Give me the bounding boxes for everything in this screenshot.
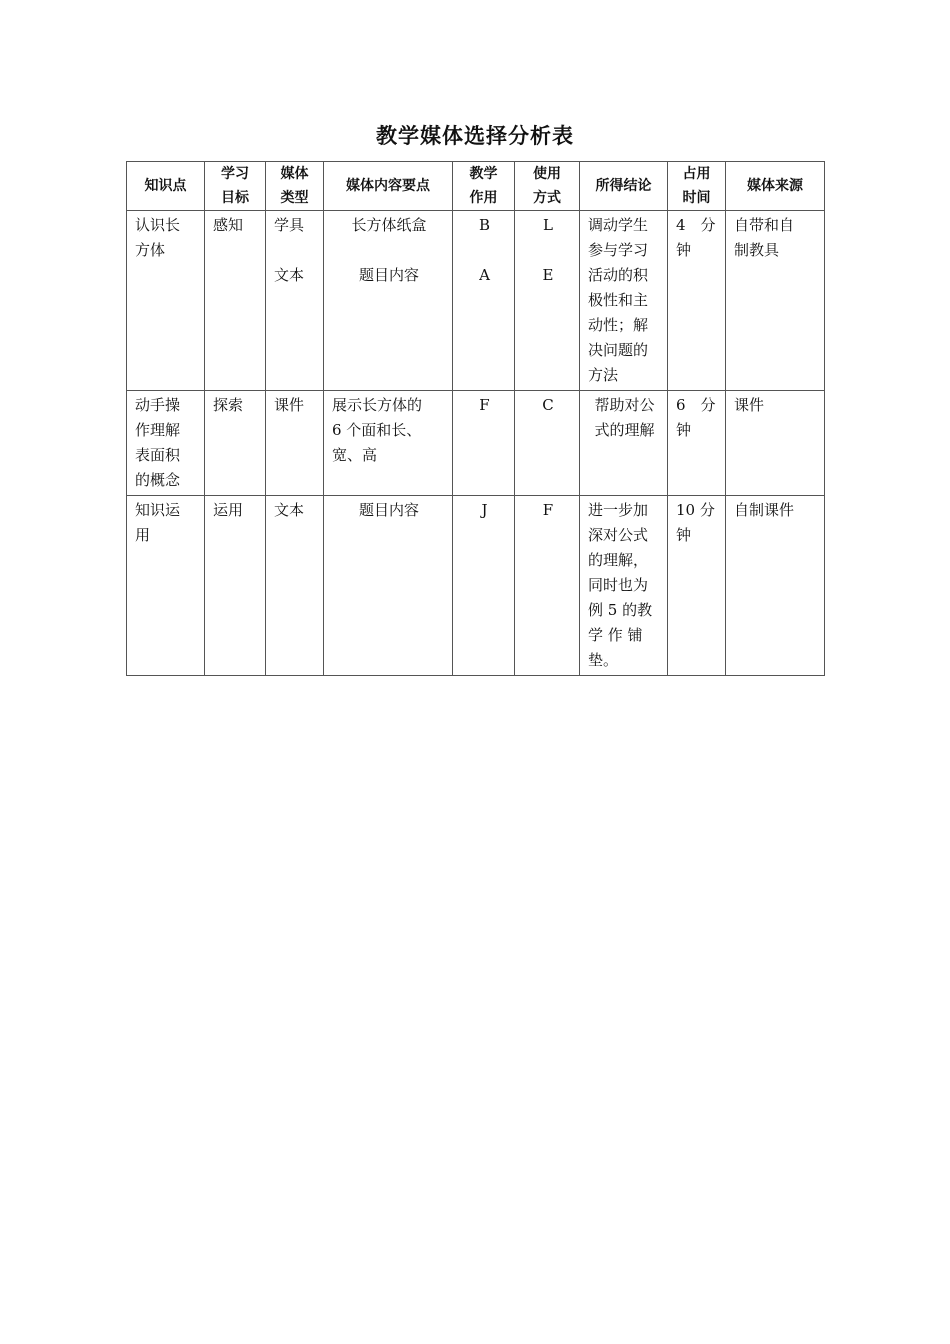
cell-text: L bbox=[543, 216, 553, 234]
cell-text: 宽、高 bbox=[332, 446, 378, 464]
cell-text: 题目内容 bbox=[358, 501, 419, 519]
cell-text: 课件 bbox=[274, 396, 305, 414]
cell-text: 学具 bbox=[274, 216, 305, 234]
cell-text: 动手操 bbox=[135, 396, 181, 414]
header-text: 教学 bbox=[469, 166, 498, 182]
cell-text: 自制课件 bbox=[734, 501, 795, 519]
header-text: 时间 bbox=[682, 190, 711, 206]
cell-text: E bbox=[542, 266, 554, 284]
cell-content bbox=[324, 211, 453, 391]
header-text: 占用 bbox=[682, 166, 711, 182]
cell-source bbox=[726, 496, 825, 676]
cell-source bbox=[726, 391, 825, 496]
cell-text: 方体 bbox=[135, 241, 166, 259]
cell-text: 6 个面和长、 bbox=[332, 421, 422, 439]
cell-text: 同时也为 bbox=[588, 576, 649, 594]
cell-text: 例 5 的教 bbox=[588, 601, 653, 619]
cell-conclusion bbox=[580, 211, 668, 391]
header-row bbox=[127, 162, 825, 211]
cell-knowledge bbox=[127, 496, 205, 676]
cell-text: 4 分 bbox=[676, 216, 716, 234]
header-text: 目标 bbox=[221, 190, 249, 206]
table-row bbox=[127, 391, 825, 496]
cell-text: 文本 bbox=[274, 501, 305, 519]
cell-text: 学 作 铺 bbox=[588, 626, 643, 644]
header-text: 媒体来源 bbox=[747, 178, 803, 194]
cell-text: 深对公式 bbox=[588, 526, 649, 544]
header-text: 所得结论 bbox=[595, 178, 652, 194]
cell-media-type bbox=[266, 496, 324, 676]
cell-text: 知识运 bbox=[135, 501, 181, 519]
cell-media-type bbox=[266, 211, 324, 391]
cell-text: 10 分 bbox=[676, 501, 715, 519]
cell-text: 垫。 bbox=[588, 651, 619, 669]
cell-text: 钟 bbox=[676, 421, 692, 439]
header-text: 作用 bbox=[469, 190, 498, 206]
cell-text: 课件 bbox=[734, 396, 765, 414]
header-text: 使用 bbox=[533, 166, 561, 182]
cell-content bbox=[324, 391, 453, 496]
cell-usage bbox=[515, 496, 580, 676]
header-text: 学习 bbox=[221, 166, 249, 182]
cell-time bbox=[668, 211, 726, 391]
cell-text: B bbox=[478, 216, 491, 234]
header-conclusion bbox=[580, 162, 668, 211]
cell-text: 制教具 bbox=[734, 241, 780, 259]
cell-goal bbox=[205, 211, 266, 391]
header-text: 媒体内容要点 bbox=[346, 178, 430, 194]
table-row bbox=[127, 496, 825, 676]
cell-text: 6 分 bbox=[676, 396, 716, 414]
cell-usage bbox=[515, 391, 580, 496]
cell-text: 展示长方体的 bbox=[332, 396, 423, 414]
cell-text: 进一步加 bbox=[588, 501, 649, 519]
cell-text: 式的理解 bbox=[594, 421, 655, 439]
cell-media-type bbox=[266, 391, 324, 496]
header-media-type bbox=[266, 162, 324, 211]
cell-text: 感知 bbox=[213, 216, 244, 234]
cell-conclusion bbox=[580, 496, 668, 676]
cell-text: 运用 bbox=[213, 501, 244, 519]
cell-text: 方法 bbox=[588, 366, 619, 384]
header-time bbox=[668, 162, 726, 211]
header-media-source bbox=[726, 162, 825, 211]
cell-text: 作理解 bbox=[135, 421, 181, 439]
cell-text: 题目内容 bbox=[358, 266, 419, 284]
spacer bbox=[332, 238, 446, 263]
cell-role bbox=[453, 211, 515, 391]
header-text: 方式 bbox=[533, 190, 561, 206]
cell-text: 钟 bbox=[676, 526, 692, 544]
header-usage-method bbox=[515, 162, 580, 211]
header-text: 类型 bbox=[280, 190, 309, 206]
cell-conclusion bbox=[580, 391, 668, 496]
cell-text: 参与学习 bbox=[588, 241, 649, 259]
cell-content bbox=[324, 496, 453, 676]
header-text: 知识点 bbox=[144, 178, 187, 194]
cell-knowledge bbox=[127, 391, 205, 496]
cell-text: 帮助对公 bbox=[594, 396, 655, 414]
spacer bbox=[461, 238, 508, 263]
header-text: 媒体 bbox=[280, 166, 309, 182]
cell-text: 极性和主 bbox=[588, 291, 649, 309]
spacer bbox=[523, 238, 573, 263]
header-teaching-role bbox=[453, 162, 515, 211]
cell-text: 动性；解 bbox=[588, 316, 649, 334]
cell-text: 活动的积 bbox=[588, 266, 649, 284]
cell-text: J bbox=[481, 501, 488, 519]
cell-text: 认识长 bbox=[135, 216, 181, 234]
cell-text: 自带和自 bbox=[734, 216, 795, 234]
table-row bbox=[127, 211, 825, 391]
cell-source bbox=[726, 211, 825, 391]
cell-role bbox=[453, 496, 515, 676]
cell-text: 表面积 bbox=[135, 446, 181, 464]
cell-text: 调动学生 bbox=[588, 216, 649, 234]
cell-goal bbox=[205, 496, 266, 676]
cell-text: 决问题的 bbox=[588, 341, 649, 359]
cell-text: A bbox=[479, 266, 490, 284]
cell-usage bbox=[515, 211, 580, 391]
cell-text: F bbox=[542, 501, 554, 519]
cell-text: 的理解， bbox=[588, 551, 649, 569]
header-learning-goal bbox=[205, 162, 266, 211]
cell-text: C bbox=[542, 396, 554, 414]
header-knowledge-point bbox=[127, 162, 205, 211]
cell-text: 的概念 bbox=[135, 471, 181, 489]
cell-text: 用 bbox=[135, 526, 151, 544]
cell-time bbox=[668, 496, 726, 676]
cell-text: 长方体纸盒 bbox=[351, 216, 427, 234]
document-title: 教学媒体选择分析表 bbox=[376, 123, 574, 148]
cell-text: 文本 bbox=[274, 266, 305, 284]
cell-time bbox=[668, 391, 726, 496]
cell-text: 钟 bbox=[676, 241, 692, 259]
media-selection-table bbox=[126, 161, 825, 676]
header-media-content bbox=[324, 162, 453, 211]
cell-knowledge bbox=[127, 211, 205, 391]
cell-role bbox=[453, 391, 515, 496]
cell-goal bbox=[205, 391, 266, 496]
cell-text: 探索 bbox=[213, 396, 244, 414]
cell-text: F bbox=[479, 396, 490, 414]
spacer bbox=[274, 238, 317, 263]
